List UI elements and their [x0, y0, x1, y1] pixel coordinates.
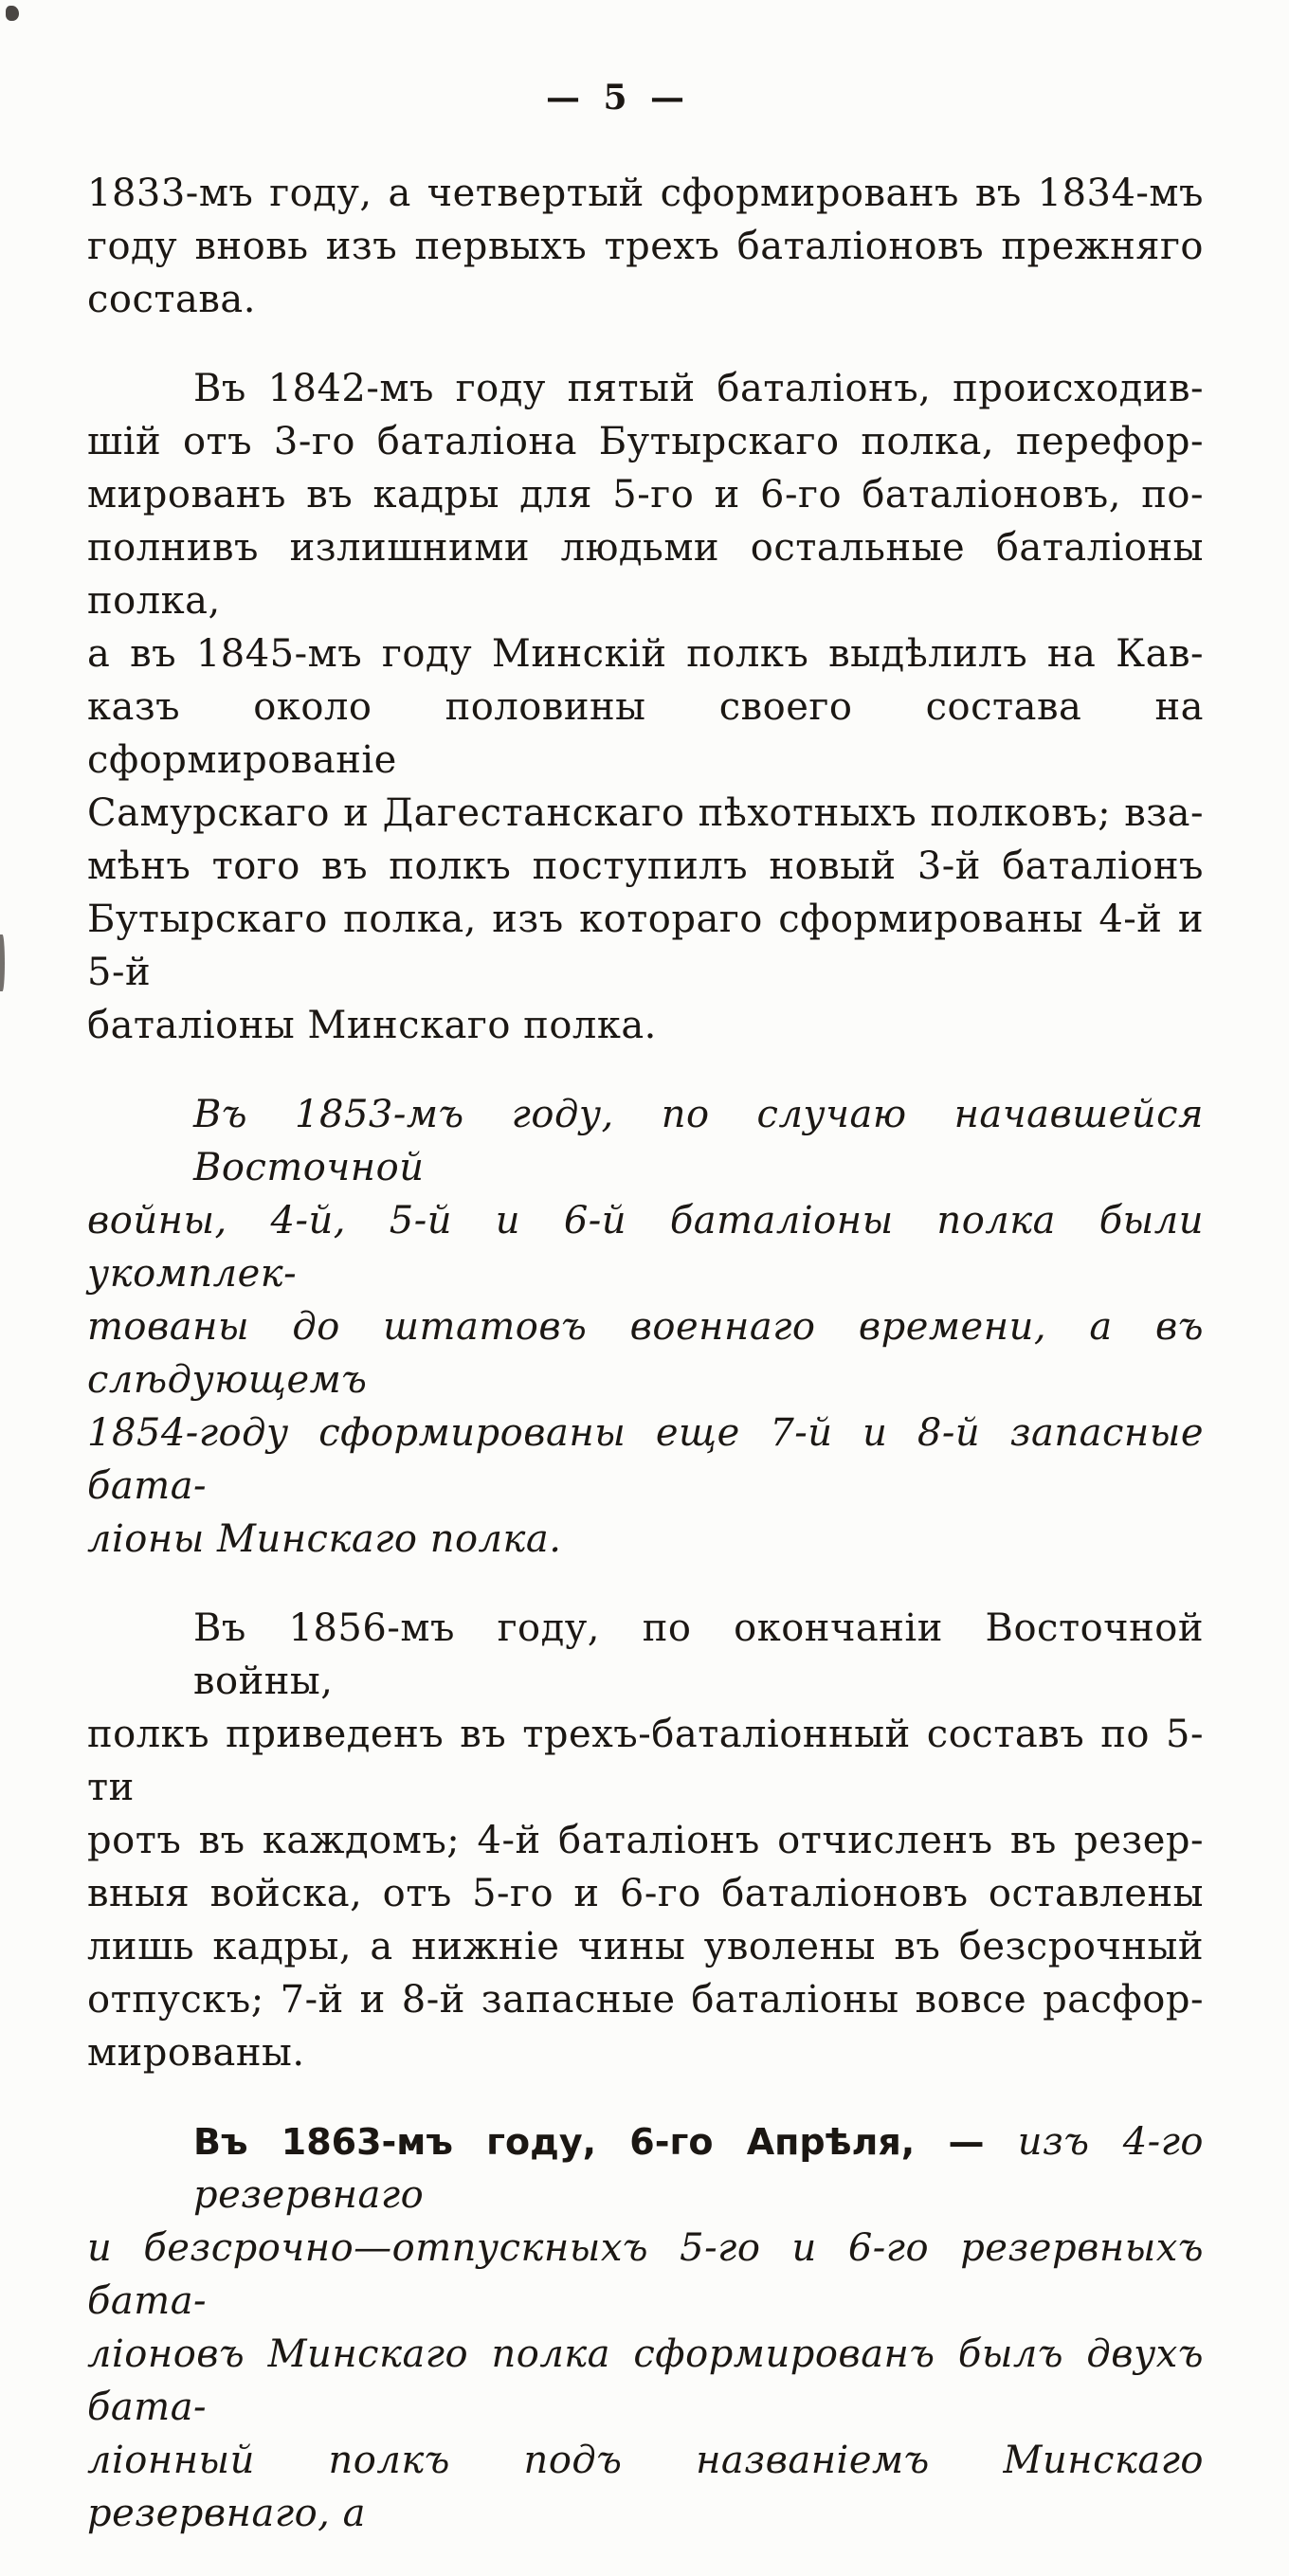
text-segment-regular: 1833-мъ году, а четвертый сформированъ въ 1834-мъ [87, 172, 1204, 215]
text-line [87, 1867, 1204, 1920]
paragraph-1833 [87, 167, 1204, 326]
text-line [87, 1194, 1204, 1300]
text-segment-italic: войны, 4-й, 5-й и 6-й баталіоны полка были укомплек- [87, 1199, 1204, 1296]
text-segment-italic: тованы до штатовъ военнаго времени, а въ слѣдующемъ [87, 1305, 1204, 1402]
text-line [87, 521, 1204, 627]
text-line [87, 1602, 1204, 1708]
text-line [87, 680, 1204, 787]
text-line [87, 362, 1204, 415]
text-segment-regular: мированъ въ кадры для 5-го и 6-го баталіоновъ, по- [87, 473, 1204, 517]
paragraph-1842 [87, 362, 1204, 1052]
text-line [87, 893, 1204, 999]
text-line [87, 1406, 1204, 1513]
scan-artifact-edge [0, 934, 5, 991]
text-line [87, 627, 1204, 680]
text-segment-regular: состава. [87, 278, 256, 321]
text-segment-regular: Бутырскаго полка, изъ котораго сформированы 4-й и 5-й [87, 898, 1204, 994]
text-segment-italic: ліоны Минскаго полка. [87, 1517, 562, 1561]
text-line [87, 1708, 1204, 1814]
text-segment-italic: 1854-году сформированы еще 7-й и 8-й запасные бата- [87, 1411, 1204, 1508]
text-line [87, 1513, 1204, 1566]
text-segment-regular: баталіоны Минскаго полка. [87, 1004, 657, 1047]
text-line [87, 1300, 1204, 1406]
text-segment-regular: Въ 1842-мъ году пятый баталіонъ, происходив- [193, 367, 1204, 410]
text-line [87, 840, 1204, 893]
text-segment-italic: ліоновъ Минскаго полка сформированъ былъ двухъ бата- [87, 2332, 1204, 2429]
text-line [87, 2328, 1204, 2434]
text-line [87, 2026, 1204, 2079]
paragraph-1856 [87, 1602, 1204, 2079]
text-line [87, 167, 1204, 220]
text-segment-italic: Въ 1853-мъ году, по случаю начавшейся Восточной [193, 1093, 1204, 1189]
text-line [87, 2115, 1204, 2222]
text-segment-regular: ротъ въ каждомъ; 4-й баталіонъ отчисленъ въ резер- [87, 1819, 1204, 1862]
text-segment-italic: изъ 4-го резервнаго [193, 2120, 1204, 2217]
text-line [87, 1973, 1204, 2026]
text-line [87, 1814, 1204, 1867]
text-line [87, 220, 1204, 273]
text-line [87, 1088, 1204, 1194]
scan-artifact-corner [6, 6, 19, 21]
text-segment-italic: и безсрочно—отпускныхъ 5-го и 6-го резервныхъ бата- [87, 2226, 1204, 2323]
page-number: — 5 — [545, 78, 691, 118]
text-line [87, 787, 1204, 840]
text-line [87, 468, 1204, 521]
text-segment-italic: ліонный полкъ подъ названіемъ Минскаго резервнаго, а [87, 2439, 1204, 2535]
text-segment-regular: полкъ приведенъ въ трехъ-баталіонный составъ по 5-ти [87, 1713, 1204, 1809]
text-segment-regular: Самурскаго и Дагестанскаго пѣхотныхъ полковъ; вза- [87, 791, 1204, 835]
text-line [87, 415, 1204, 468]
text-segment-regular: Въ 1856-мъ году, по окончаніи Восточной войны, [193, 1606, 1204, 1703]
text-segment-regular: году вновь изъ первыхъ трехъ баталіоновъ прежняго [87, 225, 1204, 268]
text-line [87, 273, 1204, 326]
text-segment-regular: мѣнъ того въ полкъ поступилъ новый 3-й баталіонъ [87, 844, 1204, 888]
text-segment-regular: мированы. [87, 2031, 305, 2075]
text-segment-regular: лишь кадры, а нижніе чины уволены въ безсрочный [87, 1925, 1204, 1968]
paragraph-1853 [87, 1088, 1204, 1566]
text-segment-regular: вныя войска, отъ 5-го и 6-го баталіоновъ оставлены [87, 1872, 1204, 1915]
text-block [87, 167, 1204, 2576]
text-line [87, 1920, 1204, 1973]
text-segment-regular: казъ около половины своего состава на сформированіе [87, 685, 1204, 782]
text-segment-bold: Въ 1863-мъ году, 6-го Апрѣля, — [193, 2121, 1018, 2163]
text-line [87, 2434, 1204, 2540]
text-segment-regular: отпускъ; 7-й и 8-й запасные баталіоны вовсе расфор- [87, 1978, 1204, 2022]
text-line [87, 2222, 1204, 2328]
text-segment-regular: а въ 1845-мъ году Минскій полкъ выдѣлилъ на Кав- [87, 632, 1204, 676]
text-line [87, 999, 1204, 1052]
text-segment-regular: полнивъ излишними людьми остальные баталіоны полка, [87, 526, 1204, 623]
paragraph-1863 [87, 2115, 1204, 2540]
text-segment-regular: шій отъ 3-го баталіона Бутырскаго полка, перефор- [87, 420, 1204, 463]
